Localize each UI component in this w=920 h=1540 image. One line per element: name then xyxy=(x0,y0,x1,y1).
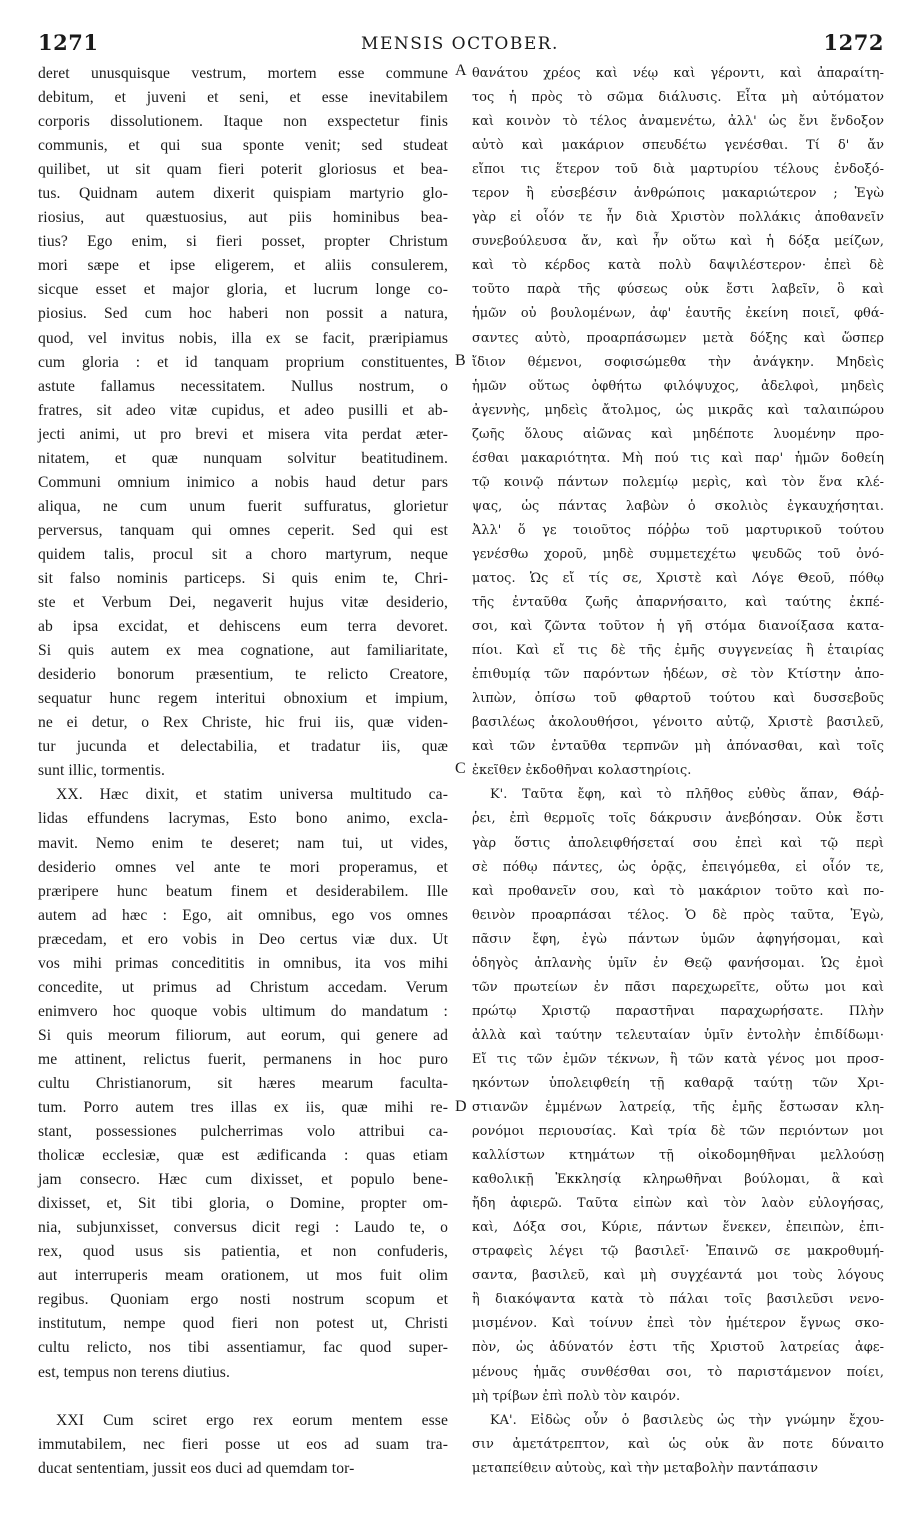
text-line: τῶν πρωτείων ἐν πᾶσι παρεχωρεῖτε, οὕτω μοι καὶ xyxy=(472,979,884,995)
text-line: mavit. Nemo enim te deseret; nam tui, ut vides, xyxy=(38,834,448,852)
text-line: quod, vel invitus nobis, illa ex se facit, præripiamus xyxy=(38,329,448,347)
text-line: γὰρ ὅστις ἀπολειφθήσεταί σου ἐπεὶ καὶ τῷ περὶ xyxy=(472,835,884,851)
text-line: mori sæpe et ipse eligerem, et aliis consulerem, xyxy=(38,257,448,275)
text-line: cultu Christianorum, sit hæres mearum faculta- xyxy=(38,1074,448,1092)
text-line: ΚΑ'. Εἰδὼς οὖν ὁ βασιλεὺς ὡς τὴν γνώμην ἔχου- xyxy=(490,1412,884,1428)
text-line: μεταπείθειν αὐτοὺς, καὶ τὴν μεταβολὴν παντάπασιν xyxy=(472,1460,818,1476)
text-line: autem ad hæc : Ego, ait omnibus, ego vos omnes xyxy=(38,906,448,924)
text-line: desiderio bonorum præsentium, te relicto Creatore, xyxy=(38,666,448,684)
text-line: corporis dissolutionem. Itaque non exspectetur finis xyxy=(38,113,448,131)
text-line: ἡμῶν οὕτως ὀφθήτω φιλόψυχος, ἀδελφοὶ, μηδεὶς xyxy=(472,378,884,394)
text-line: εἴποι τις ἕτερον τοῦ διὰ μαρτυρίου τέλους ἐνδοξό- xyxy=(472,162,884,178)
text-line: τερον ἢ εὐσεβέσιν ἀνθρώποις μακαριώτερον ; Ἐγὼ xyxy=(472,186,884,202)
text-line: έσθαι μακαριότητα. Μὴ πού τις καὶ παρ' ἡμῶν δοθείη xyxy=(472,450,884,466)
text-line: μὴ τρίβων ἐπὶ πολὺ τὸν καιρόν. xyxy=(472,1388,681,1404)
text-line: nitatem, et quæ nunquam solvitur beatitudinem. xyxy=(38,449,448,467)
margin-marker-b: B xyxy=(455,352,466,369)
text-line: desiderio omnes vel ante te mori properamus, et xyxy=(38,858,448,876)
text-line: καὶ, Δόξα σοι, Κύριε, πάντων ἕνεκεν, ἐπειπὼν, ἐπι- xyxy=(472,1220,884,1236)
text-line: Κ'. Ταῦτα ἔφη, καὶ τὸ πλῆθος εὐθὺς ἅπαν, Θάῤ- xyxy=(490,787,884,803)
text-line: ste et Verbum Dei, negaverit hujus vitæ desiderio, xyxy=(38,594,448,612)
text-line: τῆς ἐνταῦθα ζωῆς ἀπαρνήσαιτο, καὶ ταύτης ἐκπέ- xyxy=(472,595,884,611)
text-line: λιπὼν, ὀπίσω τοῦ φθαρτοῦ τούτου καὶ δυσσεβοῦς xyxy=(472,691,884,707)
margin-marker-a: A xyxy=(455,62,467,79)
text-line: quilibet, ut sit quam fieri poterit gloriosus et bea- xyxy=(38,161,448,179)
text-line: συνεβούλευσα ἄν, καὶ ἦν οὕτω καὶ ἡ δόξα μείζων, xyxy=(472,234,884,250)
text-line: fratres, sit adeo vitæ cupidus, et adeo pusilli et ab- xyxy=(38,401,448,419)
text-line: Communi omnium inimico a nobis haud detur pars xyxy=(38,473,448,491)
margin-marker-d: D xyxy=(455,1098,467,1115)
text-line: ὁδηγὸς ἀπλανὴς ὑμῖν ἐν Θεῷ φανήσομαι. Ὡς ἐμοὶ xyxy=(472,955,884,971)
text-line: concedite, ut primus ad Christum accedam. Verum xyxy=(38,978,448,996)
text-line: tius? Ego enim, si fieri posset, propter Christum xyxy=(38,233,448,251)
text-line: sicque esset et major gloria, et lucrum longe co- xyxy=(38,281,448,299)
text-line: τος ἡ πρὸς τὸ σῶμα διάλυσις. Εἶτα μὴ αὐτόματον xyxy=(472,90,884,106)
text-line: Si quis meorum filiorum, aut eorum, qui genere ad xyxy=(38,1026,448,1044)
text-line: θεινὸν προαρπάσαι τέλος. Ὁ δὲ πρὸς ταῦτα, Ἐγὼ, xyxy=(472,907,884,923)
text-line: καὶ τῶν ἐνταῦθα τερπνῶν μὴ ἀπόνασθαι, καὶ τοῖς xyxy=(472,739,884,755)
text-line: καὶ κοινὸν τὸ τέλος ἀναμενέτω, ἀλλ' ὡς ἔνι ἔνδοξον xyxy=(472,114,884,130)
text-line: ἡμῶν οὐ βουλομένων, ἀφ' ἑαυτῆς ἐκείνη ποιεῖ, φθά- xyxy=(472,306,884,322)
latin-column xyxy=(38,62,448,1481)
text-line: ἤδη ἀφιερῶ. Ταῦτα εἰπὼν καὶ τὸν λαὸν εὐλογήσας, xyxy=(472,1196,884,1212)
text-line: καὶ τὸ κέρδος κατὰ πολὺ δαψιλέστερον· ἐπεὶ δὲ xyxy=(472,258,884,274)
greek-column xyxy=(472,62,884,1481)
text-line: immutabilem, nec fieri posse ut eos ad suam tra- xyxy=(38,1435,448,1453)
page-number-right: 1272 xyxy=(823,30,884,55)
text-line: regibus. Quoniam ergo nosti nostrum scopum et xyxy=(38,1291,448,1309)
text-line: dixisset, et, Sit tibi gloria, o Domine, propter om- xyxy=(38,1195,448,1213)
text-line: μισμένον. Καὶ τοίνυν ἐπεὶ τὸν ἡμέτερον ἔγνως σκο- xyxy=(472,1316,884,1332)
text-line: ῥει, ἐπὶ θερμοῖς τοῖς δάκρυσιν ἀνεβόησαν. Οὐκ ἔστι xyxy=(472,811,884,827)
page-number-left: 1271 xyxy=(38,30,99,55)
text-line: ἀλλὰ καὶ ταύτην τελευταίαν ὑμῖν ἐντολὴν ἐπιδίδωμι· xyxy=(472,1027,884,1043)
text-line xyxy=(38,1385,448,1409)
text-line: ἀγεννὴς, μηδεὶς ἄτολμος, ὡς μικρᾶς καὶ ταλαιπώρου xyxy=(472,402,884,418)
text-line: πρώτῳ Χριστῷ παραστῆναι παραχωρήσατε. Πλὴν xyxy=(472,1003,884,1019)
text-line: Ἀλλ' ὅ γε τοιοῦτος πόῤῥω τοῦ μαρτυρικοῦ τούτου xyxy=(472,522,884,538)
text-line: ne ei detur, o Rex Christe, hic frui iis, quæ viden- xyxy=(38,714,448,732)
text-line: αὐτὸ καὶ μακάριον σπευδέτω γενέσθαι. Τί δ' ἄν xyxy=(472,138,884,154)
text-line: præripere hunc beatum finem et desiderabilem. Ille xyxy=(38,882,448,900)
text-line: γενέσθω χοροῦ, μηδὲ συμμετεχέτω ψευδῶς τοῦ ὀνό- xyxy=(472,546,884,562)
text-line: σὲ πόθῳ πάντες, ὡς ὁρᾷς, ἐπειγόμεθα, εἰ οἷόν τε, xyxy=(472,859,884,875)
text-line: tum. Porro autem tres illas ex iis, quæ mihi re- xyxy=(38,1099,448,1117)
text-line: institutum, nempe quod fieri non potest ut, Christi xyxy=(38,1315,448,1333)
text-line: στραφεὶς λέγει τῷ βασιλεῖ· Ἐπαινῶ σε μακροθυμή- xyxy=(472,1244,884,1260)
text-line: στιανῶν ἐμμένων λατρείᾳ, τῆς ἐμῆς ἔστωσαν κλη- xyxy=(472,1100,884,1116)
page-header xyxy=(0,28,920,62)
text-line: ducat sententiam, jussit eos duci ad quemdam tor- xyxy=(38,1459,355,1477)
text-line: τοῦτο παρὰ τῆς φύσεως οὐκ ἔστι λαβεῖν, ὃ καὶ xyxy=(472,282,884,298)
text-line: ηκόντων ὑπολειφθείη τῇ καθαρᾷ ταύτῃ τῶν Χρι- xyxy=(472,1075,884,1091)
text-line: γὰρ εἰ οἷόν τε ἦν διὰ Χριστὸν πολλάκις ἀποθανεῖν xyxy=(472,210,884,226)
text-line: sunt illic, tormentis. xyxy=(38,762,165,780)
text-line: καλλίστων κτημάτων τῇ οἰκοδομηθῆναι μελλούσῃ xyxy=(472,1148,884,1164)
text-line: est, tempus non terens diutius. xyxy=(38,1363,230,1381)
text-line: tur jucunda et delectabilia, et tradatur iis, quæ xyxy=(38,738,448,756)
text-line: καὶ προθανεῖν σου, καὶ τὸ μακάριον τοῦτο καὶ πο- xyxy=(472,883,884,899)
text-line: σαντες αὐτὸ, προαρπάσωμεν μετὰ δόξης καὶ ὥσπερ xyxy=(472,330,884,346)
text-line: ψας, ὡς πάντας λαβὼν ὁ σκολιὸς ἐγκαυχήσηται. xyxy=(472,498,884,514)
text-line: ματος. Ὡς εἴ τίς σε, Χριστὲ καὶ Λόγε Θεοῦ, πόθῳ xyxy=(472,570,884,586)
text-line: ρονόμοι περιουσίας. Καὶ τρία δὲ τῶν περιόντων μοι xyxy=(472,1124,884,1140)
text-line: nia, subjunxisset, conversus dicit regi : Laudo te, o xyxy=(38,1219,448,1237)
text-line: deret unusquisque vestrum, mortem esse commune xyxy=(38,65,448,82)
text-line: riosius, aut quæstuosius, aut piis hominibus bea- xyxy=(38,209,448,227)
text-line: lidas effundens lacrymas, Esto bono animo, excla- xyxy=(38,810,448,828)
text-line: astute fallamus necessitatem. Nullus nostrum, o xyxy=(38,377,448,395)
text-line: καθολικῇ Ἐκκλησίᾳ κληρωθῆναι βούλομαι, ἃ καὶ xyxy=(472,1172,884,1188)
text-line: enimvero hoc quoque vobis ultimum do mandatum : xyxy=(38,1002,448,1020)
text-line: ἐπιθυμίᾳ τῶν παρόντων ἡδέων, σὲ τὸν Κτίστην ἀπο- xyxy=(472,667,884,683)
text-line: jam consecro. Hæc cum dixisset, et populo bene- xyxy=(38,1171,448,1189)
text-line: tholicæ ecclesiæ, quæ est ædificanda : quas etiam xyxy=(38,1147,448,1165)
text-line: aliqua, ne cum unum fuerit suffuratus, glorietur xyxy=(38,497,448,515)
text-line: ἐκεῖθεν ἐκδοθῆναι κολαστηρίοις. xyxy=(472,763,692,779)
text-line: XXI Cum sciret ergo rex eorum mentem esse xyxy=(56,1411,448,1429)
text-line: stant, possessiones pulcherrimas volo attribui ca- xyxy=(38,1123,448,1141)
margin-marker-c: C xyxy=(455,760,466,777)
text-line: σοι, καὶ ζῶντα τοῦτον ἡ γῆ στόμα διανοίξασα κατα- xyxy=(472,619,884,635)
text-line: ἴδιον θέμενοι, σοφισώμεθα τὴν ἀνάγκην. Μηδεὶς xyxy=(472,354,884,370)
text-line: jecti animi, ut pro brevi et misera vita perdat æter- xyxy=(38,425,448,443)
text-line: σαντα, βασιλεῦ, καὶ μὴ συγχέαντά μοι τοὺς λόγους xyxy=(472,1268,884,1284)
text-line: rex, quod usus sis patientia, et non confuderis, xyxy=(38,1243,448,1261)
text-line: tus. Quidnam autem dixerit quispiam martyrio glo- xyxy=(38,185,448,203)
text-line: præcedam, et ero vobis in Deo certus viæ dux. Ut xyxy=(38,930,448,948)
text-line: ab ipsa excidat, et dehiscens eum terra devoret. xyxy=(38,618,448,636)
text-line: XX. Hæc dixit, et statim universa multitudo ca- xyxy=(56,786,448,804)
text-line: πὸν, ὡς ἀδύνατόν ἐστι τῆς Χριστοῦ λατρείας ἀφε- xyxy=(472,1340,884,1356)
text-line: perversus, tanquam qui omnes ceperit. Sed qui est xyxy=(38,521,448,539)
text-line: βασιλέως ἀκολουθήσοι, γένοιτο αὐτῷ, Χριστὲ βασιλεῦ, xyxy=(472,715,884,731)
text-line: piosius. Sed cum hoc haberi non possit a natura, xyxy=(38,305,448,323)
text-line: θανάτου χρέος καὶ νέῳ καὶ γέροντι, καὶ ἀπαραίτη- xyxy=(472,66,884,81)
text-line: sequatur hunc regem interitui obnoxium et impium, xyxy=(38,690,448,708)
text-line: debitum, et juveni et seni, et esse inevitabilem xyxy=(38,89,448,107)
text-line: πίοι. Καὶ εἴ τις δὲ τῆς ἐμῆς συγγενείας ἢ ἑταιρίας xyxy=(472,643,884,659)
text-line: ἢ διακόψαντα κατὰ τὸ πάλαι τοῖς βασιλεῦσι νενο- xyxy=(472,1292,884,1308)
text-line: Si quis autem ex mea cognatione, aut familiaritate, xyxy=(38,642,448,660)
text-line: vos mihi primas concedititis in omnibus, ita vos mihi xyxy=(38,954,448,972)
text-line: aut interruperis meam orationem, ut mos fuit olim xyxy=(38,1267,448,1285)
text-line: σιν ἀμετάτρεπτον, καὶ ὡς οὐκ ἂν ποτε δύναιτο xyxy=(472,1436,884,1452)
text-line: πᾶσιν ἔφη, ἐγὼ πάντων ὑμῶν ἀφηγήσομαι, καὶ xyxy=(472,931,884,947)
text-line: τῷ κοινῷ πάντων πολεμίῳ μερὶς, καὶ τὸν ἕνα κλέ- xyxy=(472,474,884,490)
text-line: ζωῆς ὅλους αἰῶνας καὶ μηδέποτε λυομένην προ- xyxy=(472,426,884,442)
text-line: quidem talis, procul sit a choro martyrum, neque xyxy=(38,545,448,563)
text-line: Εἴ τις τῶν ἐμῶν τέκνων, ἢ τῶν κατὰ γένος μοι προσ- xyxy=(472,1051,884,1067)
text-line: me attinent, relictus fuerit, permanens in hoc puro xyxy=(38,1050,448,1068)
text-line: sit falso nominis particeps. Si quis enim te, Chri- xyxy=(38,569,448,587)
text-line: cultu relicto, nos tibi assentiamur, fac quod super- xyxy=(38,1339,448,1357)
running-title: MENSIS OCTOBER. xyxy=(361,34,559,54)
text-line: communis, et qui sua sponte venit; sed studeat xyxy=(38,137,448,155)
text-line: μένους ἡμᾶς συνθέσθαι σοι, τὸ παριστάμενον ποίει, xyxy=(472,1364,884,1380)
text-line: cum gloria : et id tanquam proprium constituentes, xyxy=(38,353,448,371)
